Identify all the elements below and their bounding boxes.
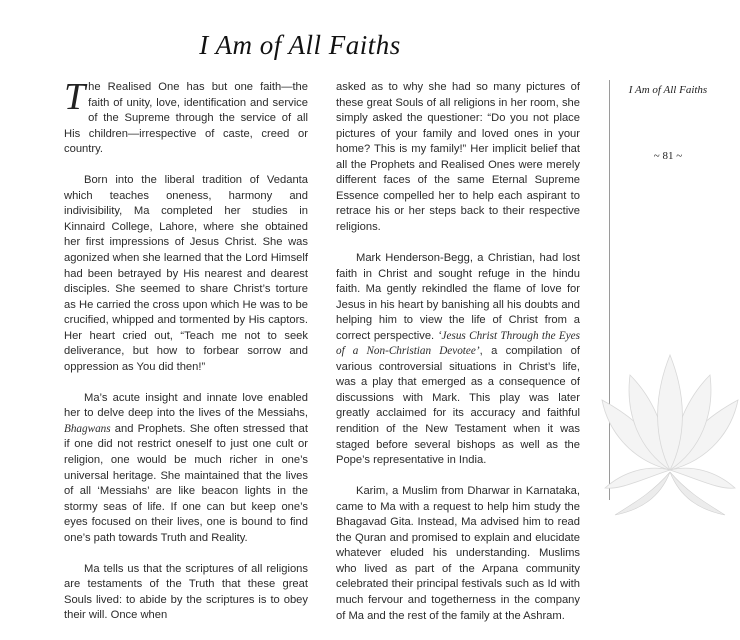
left-text-column [64, 76, 308, 640]
lotus-flower-icon [600, 320, 740, 520]
paragraph: asked as to why she had so many pictures of these great Souls of all religions in her room, she simply asked the questioner: “Do you not place pictures of your family and loved ones in your home? This is my family!” Her implicit belief that all the Prophets and Realised Ones were merely different faces of the same Eternal Supreme Essence compelled her to help each aspirant to retrace his or her steps back to their respective religions. [336, 81, 580, 233]
italic-title: ‘Jesus Christ Through the Eyes of a Non-Christian Devotee’ [336, 329, 580, 358]
paragraph: Ma tells us that the scriptures of all religions are testaments of the Truth that these great Souls lived: to abide by the scriptures is to obey their will. Once when [64, 562, 308, 622]
running-header: I Am of All Faiths [628, 84, 708, 96]
paragraph-text: , a compilation of various controversial situations in Christ’s life, was a play that emerged as a consequence of discussions with Mark. This play was later greatly acclaimed for its accuracy and faithful rendition of the New Testament when it was staged before several bishops as well as the Pope’s representative in India. [336, 345, 580, 467]
paragraph: Karim, a Muslim from Dharwar in Karnataka, came to Ma with a request to help him study the Bhagavad Gita. Instead, Ma advised him to read the Quran and promised to explain and elucidate whatever eluded his understanding. Muslims who lived as part of the Arpana community celebrated their principal festivals such as Id with much fervour and togetherness in the company of Ma and the rest of the family at the Ashram. [336, 485, 580, 622]
page-title: I Am of All Faiths [199, 30, 401, 60]
paragraph [64, 76, 308, 158]
paragraph: Born into the liberal tradition of Vedanta which teaches oneness, harmony and indivisibility, Ma completed her studies in Kinnaird College, Lahore, where she obtained her first impressions of Jesus Christ. She was agonized when she learned that the Lord Himself had been betrayed by His nearest and dearest disciples. She seemed to share Christ’s torture as He carried the cross upon which He was to be crucified, whipped and tormented by His captors. Her heart cried out, “Teach me not to seek deliverance, but how to forbear sorrow and oppression as You did then!” [64, 174, 308, 373]
paragraph-text: Ma’s acute insight and innate love enabled her to delve deep into the lives of the Messiahs, [64, 391, 308, 420]
paragraph-text: he Realised One has but one faith—the faith of unity, love, identification and service of the Supreme through the service of all His children—irrespective of caste, creed or country. [64, 81, 308, 156]
drop-cap: T [64, 76, 86, 118]
paragraph-text: and Prophets. She often stressed that if one did not restrict oneself to just one cult or religion, one would be much richer in one’s universal heritage. She maintained that the lives of all ‘Messiahs’ are like beacon lights in the stormy seas of life. If one can but keep one’s eyes focused on their lives, one is bound to find one’s path towards Truth and Reality. [64, 422, 308, 544]
right-text-column [336, 80, 580, 640]
paragraph [336, 251, 580, 469]
page-number: ~ 81 ~ [653, 150, 683, 162]
paragraph-text: Mark Henderson-Begg, a Christian, had lost faith in Christ and sought refuge in the hindu faith. Ma gently rekindled the flame of love for Jesus in his heart by banishing all his doubts and helping him to view the life of Christ from a correct perspective. [336, 251, 580, 342]
paragraph [64, 391, 308, 546]
italic-term: Bhagwans [64, 422, 111, 435]
